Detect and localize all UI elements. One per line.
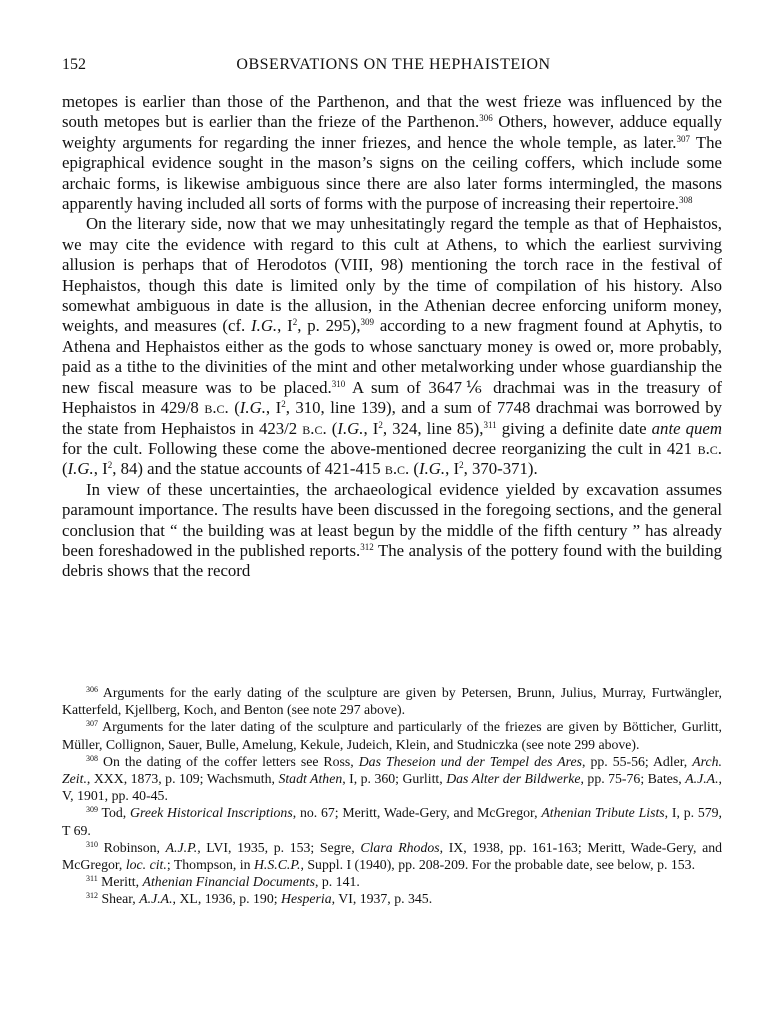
footnote-309: $^{309}$ Tod, Greek Historical Inscriptions, no. 67; Meritt, Wade-Gery, and McGregor, Athenian Tribute Lists, I, p. 579, T 69. <box>62 805 723 838</box>
footnote-ref-307[interactable]: 307 <box>676 133 690 144</box>
running-header <box>62 56 725 80</box>
paragraph-2: On the literary side, now that we may unhesitatingly regard the temple as that of Hephaistos, we may cite the evidence with regard to this cult at Athens, to which the earliest surviving allusion is perhaps that of Herodotos (VIII, 98) mentioning the torch race in the festival of Hephaistos, though this date is limited only by the time of compilation of his history. Also somewhat ambiguous in date is the allusion, in the Athenian decree enforcing uniform money, weights, and measures (cf. I.G., $I^2$, p. 295),$^{309}$ according to a new fragment found at Aphytis, to Athena and Hephaistos either as the gods to whose sanctuary money is owed or, more probably, paid as a tithe to the divinities of the mint and other metalworking under whose guardianship the new fiscal measure was to be placed.$^{310}$ A sum of 3647⅙ drachmai was in the treasury of Hephaistos in 429/8 b.c. (I.G., $I^2$, 310, line 139), and a sum of 7748 drachmai was borrowed by the state from Hephaistos in 423/2 b.c. (I.G., $I^2$, 324, line 85),$^{311}$ giving a definite date ante quem for the cult. Following these come the above-mentioned decree reorganizing the cult in 421 b.c. (I.G., $I^2$, 84) and the statue accounts of 421-415 b.c. (I.G., $I^2$, 370-371). <box>62 214 722 479</box>
footnote-310: $^{310}$ Robinson, A.J.P., LVI, 1935, p. 153; Segre, Clara Rhodos, IX, 1938, pp. 161-163; Meritt, Wade-Gery, and McGregor, loc. cit.; Thompson, in H.S.C.P., Suppl. I (1940), pp. 208-209. For the probable date, see below, p. 153. <box>62 839 723 873</box>
footnote-307: $^{307}$ Arguments for the later dating of the sculpture and particularly of the friezes are given by Bötticher, Gurlitt, Müller, Collignon, Sauer, Bulle, Amelung, Kekule, Judeich, Klein, and Studniczka (see note 299 above). <box>62 719 722 752</box>
paragraph-3: In view of these uncertainties, the archaeological evidence yielded by excavation assumes paramount importance. The results have been discussed in the foregoing sections, and the general conclusion that “ the building was at least begun by the middle of the fifth century ” has already been foreshadowed in the published reports.$^{312}$ The analysis of the pottery found with the building debris shows that the record <box>62 479 722 581</box>
footnote-ref-309[interactable]: 309 <box>360 317 375 328</box>
footnote-ref-310[interactable]: 310 <box>331 378 346 389</box>
footnote-311: $^{311}$ Meritt, Athenian Financial Documents, p. 141. <box>86 874 360 890</box>
footnote-ref-306[interactable]: 306 <box>479 113 493 124</box>
footnotes <box>62 684 722 908</box>
page-number: 152 <box>62 56 86 73</box>
running-title: OBSERVATIONS ON THE HEPHAISTEION <box>236 56 551 73</box>
footnote-308: $^{308}$ On the dating of the coffer letters see Ross, Das Theseion und der Tempel des Ares, pp. 55-56; Adler, Arch. Zeit., XXX, 1873, p. 109; Wachsmuth, Stadt Athen, I, p. 360; Gurlitt, Das Alter der Bildwerke, pp. 75-76; Bates, A.J.A., V, 1901, pp. 40-45. <box>62 753 723 804</box>
paragraph-1: metopes is earlier than those of the Parthenon, and that the west frieze was influenced by the south metopes but is earlier than the frieze of the Parthenon.$^{306}$ Others, however, adduce equally weighty arguments for regarding the inner friezes, and hence the whole temple, as later.$^{307}$ The epigraphical evidence sought in the mason’s signs on the ceiling coffers, which include some archaic forms, is likewise ambiguous since there are also later forms intermingled, the masons apparently having included all sorts of forms with the purpose of increasing their repertoire.$^{308}$ <box>62 92 723 214</box>
footnote-312: $^{312}$ Shear, A.J.A., XL, 1936, p. 190; Hesperia, VI, 1937, p. 345. <box>86 891 433 907</box>
footnote-ref-311[interactable]: 311 <box>483 419 497 430</box>
footnote-ref-308[interactable]: 308 <box>679 195 693 206</box>
body-text <box>62 92 722 582</box>
footnote-306: $^{306}$ Arguments for the early dating of the sculpture are given by Petersen, Brunn, Julius, Murray, Furtwängler, Katterfeld, Kjellberg, Koch, and Benton (see note 297 above). <box>62 685 722 718</box>
footnote-ref-312[interactable]: 312 <box>360 541 374 552</box>
